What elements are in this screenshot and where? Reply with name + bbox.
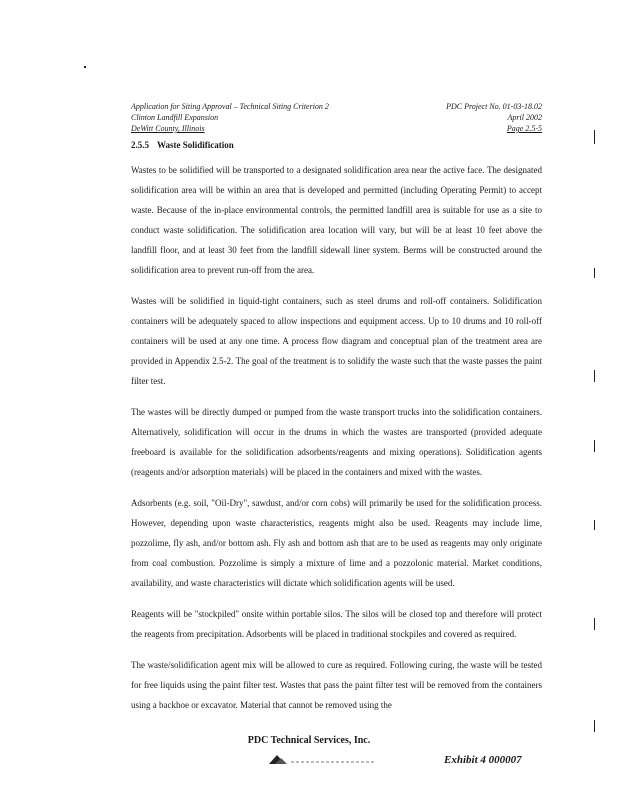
footer-company: PDC Technical Services, Inc. (247, 735, 371, 746)
header-left (131, 101, 371, 134)
scan-mark (84, 66, 86, 68)
scan-mark (594, 520, 595, 530)
company-logo-icon (267, 752, 377, 766)
body-text (131, 160, 542, 726)
scan-mark (594, 440, 595, 452)
paragraph: The wastes will be directly dumped or pumped from the waste transport trucks into the solidification containers. Alternatively, solidification will occur in the drums in which the wastes are transported (provided adequate freeboard is available for the solidification adsorbents/reagents and mixing operations). Solidification agents (reagents and/or adsorption materials) will be placed in the containers and mixed with the wastes. (131, 407, 542, 477)
section-title: Waste Solidification (157, 140, 234, 150)
header-right (430, 101, 542, 134)
header-left-line: Clinton Landfill Expansion (131, 113, 219, 122)
paragraph: Wastes to be solidified will be transported to a designated solidification area near the active face. The designated solidification area will be within an area that is developed and permitted (including Operating Permit) to accept waste. Because of the in-place environmental controls, the permitted landfill area is suitable for use as a site to conduct waste solidification. The solidification area location will vary, but will be at least 10 feet above the landfill floor, and at least 30 feet from the landfill sidewall liner system. Berms will be constructed around the solidification area to prevent run-off from the area. (131, 165, 542, 275)
header-right-line: Page 2.5-5 (506, 124, 542, 133)
paragraph: Reagents will be "stockpiled" onsite within portable silos. The silos will be closed top and therefore will protect the reagents from precipitation. Adsorbents will be placed in traditional stockpiles and covered as required. (131, 609, 542, 639)
header-right-line: April 2002 (507, 113, 542, 122)
header-left-line: Application for Siting Approval – Technical Siting Criterion 2 (131, 102, 329, 111)
scan-mark (594, 268, 595, 278)
scan-mark (594, 720, 595, 732)
section-heading (131, 140, 234, 150)
exhibit-stamp: Exhibit 4 000007 (444, 754, 522, 766)
scan-mark (594, 618, 595, 630)
scan-mark (594, 370, 595, 382)
paragraph: Wastes will be solidified in liquid-tight containers, such as steel drums and roll-off containers. Solidification containers will be adequately spaced to allow inspections and equipment access. Up to 10 drums and 10 roll-off containers will be used at any one time. A process flow diagram and conceptual plan of the treatment area are provided in Appendix 2.5-2. The goal of the treatment is to solidify the waste such that the waste passes the paint filter test. (131, 296, 542, 386)
paragraph: Adsorbents (e.g. soil, "Oil-Dry", sawdust, and/or corn cobs) will primarily be used for the solidification process. However, depending upon waste characteristics, reagents might also be used. Reagents may include lime, pozzolime, fly ash, and/or bottom ash. Fly ash and bottom ash that are to be used as reagents may only originate from coal combustion. Pozzolime is simply a mixture of lime and a pozzolonic material. Market conditions, availability, and waste characteristics will dictate which solidification agents will be used. (131, 498, 542, 588)
header-left-line: DeWitt County, Illinois (131, 124, 205, 133)
section-number: 2.5.5 (131, 140, 149, 150)
scan-mark (594, 130, 595, 144)
header-right-line: PDC Project No. 01-03-18.02 (446, 102, 542, 111)
paragraph: The waste/solidification agent mix will be allowed to cure as required. Following curing, the waste will be tested for free liquids using the paint filter test. Wastes that pass the paint filter test will be removed from the containers using a backhoe or excavator. Material that cannot be removed using the (131, 660, 542, 710)
